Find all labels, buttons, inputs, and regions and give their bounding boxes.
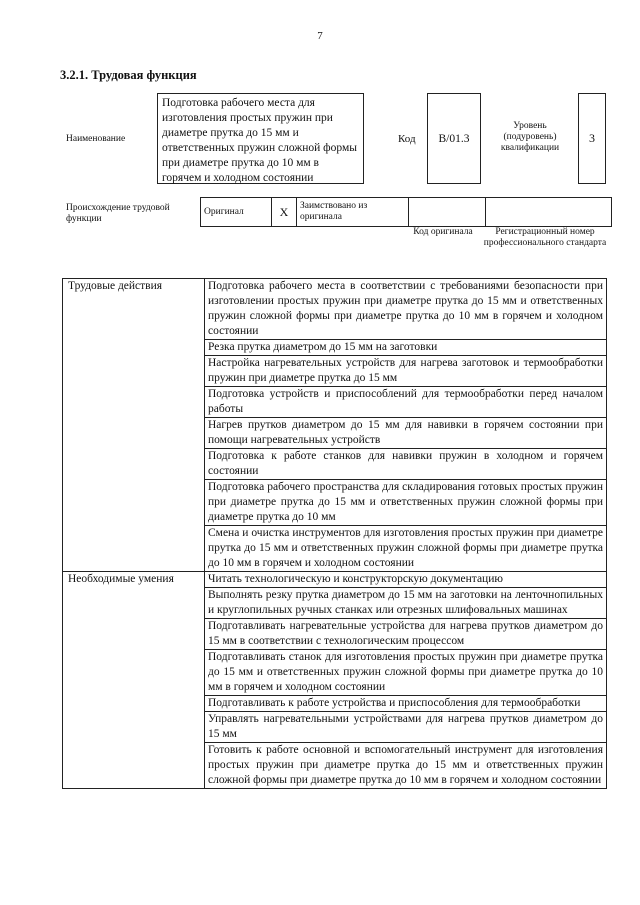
group-item: Подготовка к работе станков для навивки пружин в холодном и горячем состоянии bbox=[205, 449, 607, 480]
group-item: Подготавливать к работе устройства и приспособления для термообработки bbox=[205, 696, 607, 712]
function-name-box: Подготовка рабочего места для изготовления простых пружин при диаметре прутка до 15 мм и ответственных пружин сложной формы при диаметре прутка до 10 мм в горячем и холодном состоянии bbox=[157, 93, 364, 184]
level-label: Уровень (подуровень) квалификации bbox=[500, 121, 560, 153]
reg-number-caption: Регистрационный номер профессионального стандарта bbox=[483, 227, 607, 248]
borrowed-label: Заимствовано из оригинала bbox=[297, 198, 409, 227]
origin-table bbox=[200, 197, 612, 227]
group-item: Подготавливать нагревательные устройства для нагрева прутков диаметром до 15 мм в соответствии с технологическим процессом bbox=[205, 619, 607, 650]
origin-code-cell bbox=[409, 198, 486, 227]
group-item: Готовить к работе основной и вспомогательный инструмент для изготовления простых пружин при диаметре прутка до 15 мм и ответственных пружин сложной формы при диаметре прутка до 10 мм в горячем и холодном состоянии bbox=[205, 743, 607, 789]
code-label: Код bbox=[398, 133, 416, 145]
origin-code-caption: Код оригинала bbox=[413, 227, 473, 237]
group-title: Трудовые действия bbox=[63, 279, 205, 572]
main-table bbox=[62, 278, 607, 789]
group-item: Смена и очистка инструментов для изготовления простых пружин при диаметре прутка до 15 мм и ответственных пружин сложной формы при диаметре прутка до 10 мм в горячем и холодном состоянии bbox=[205, 526, 607, 572]
group-title: Необходимые умения bbox=[63, 572, 205, 789]
group-item: Подготавливать станок для изготовления простых пружин при диаметре прутка до 15 мм и ответственных пружин сложной формы при диаметре прутка до 10 мм в горячем и холодном состоянии bbox=[205, 650, 607, 696]
original-label: Оригинал bbox=[201, 198, 272, 227]
group-item: Нагрев прутков диаметром до 15 мм для навивки в горячем состоянии при помощи нагревательных устройств bbox=[205, 418, 607, 449]
group-item: Читать технологическую и конструкторскую документацию bbox=[205, 572, 607, 588]
group-item: Резка прутка диаметром до 15 мм на заготовки bbox=[205, 340, 607, 356]
reg-number-cell bbox=[486, 198, 612, 227]
original-mark: X bbox=[272, 198, 297, 227]
origin-label: Происхождение трудовой функции bbox=[66, 203, 170, 224]
section-title: 3.2.1. Трудовая функция bbox=[60, 68, 197, 82]
group-item: Выполнять резку прутка диаметром до 15 мм на заготовки на ленточнопильных и круглопильных ручных станках или отрезных шлифовальных машинах bbox=[205, 588, 607, 619]
group-item: Управлять нагревательными устройствами для нагрева прутков диаметром до 15 мм bbox=[205, 712, 607, 743]
page-number: 7 bbox=[317, 30, 323, 42]
group-item: Настройка нагревательных устройств для нагрева заготовок и термообработки пружин при диаметре прутка до 15 мм bbox=[205, 356, 607, 387]
table-row bbox=[63, 279, 607, 340]
name-label: Наименование bbox=[66, 134, 126, 144]
group-item: Подготовка рабочего пространства для складирования готовых простых пружин при диаметре прутка до 15 мм и ответственных пружин сложной формы при диаметре прутка до 10 мм bbox=[205, 480, 607, 526]
code-value-box: B/01.3 bbox=[427, 93, 481, 184]
table-row bbox=[63, 572, 607, 588]
group-item: Подготовка рабочего места в соответствии с требованиями безопасности при изготовлении простых пружин при диаметре прутка до 15 мм и ответственных пружин сложной формы при диаметре прутка до 10 мм в горячем и холодном состоянии bbox=[205, 279, 607, 340]
level-value-box: 3 bbox=[578, 93, 606, 184]
group-item: Подготовка устройств и приспособлений для термообработки перед началом работы bbox=[205, 387, 607, 418]
